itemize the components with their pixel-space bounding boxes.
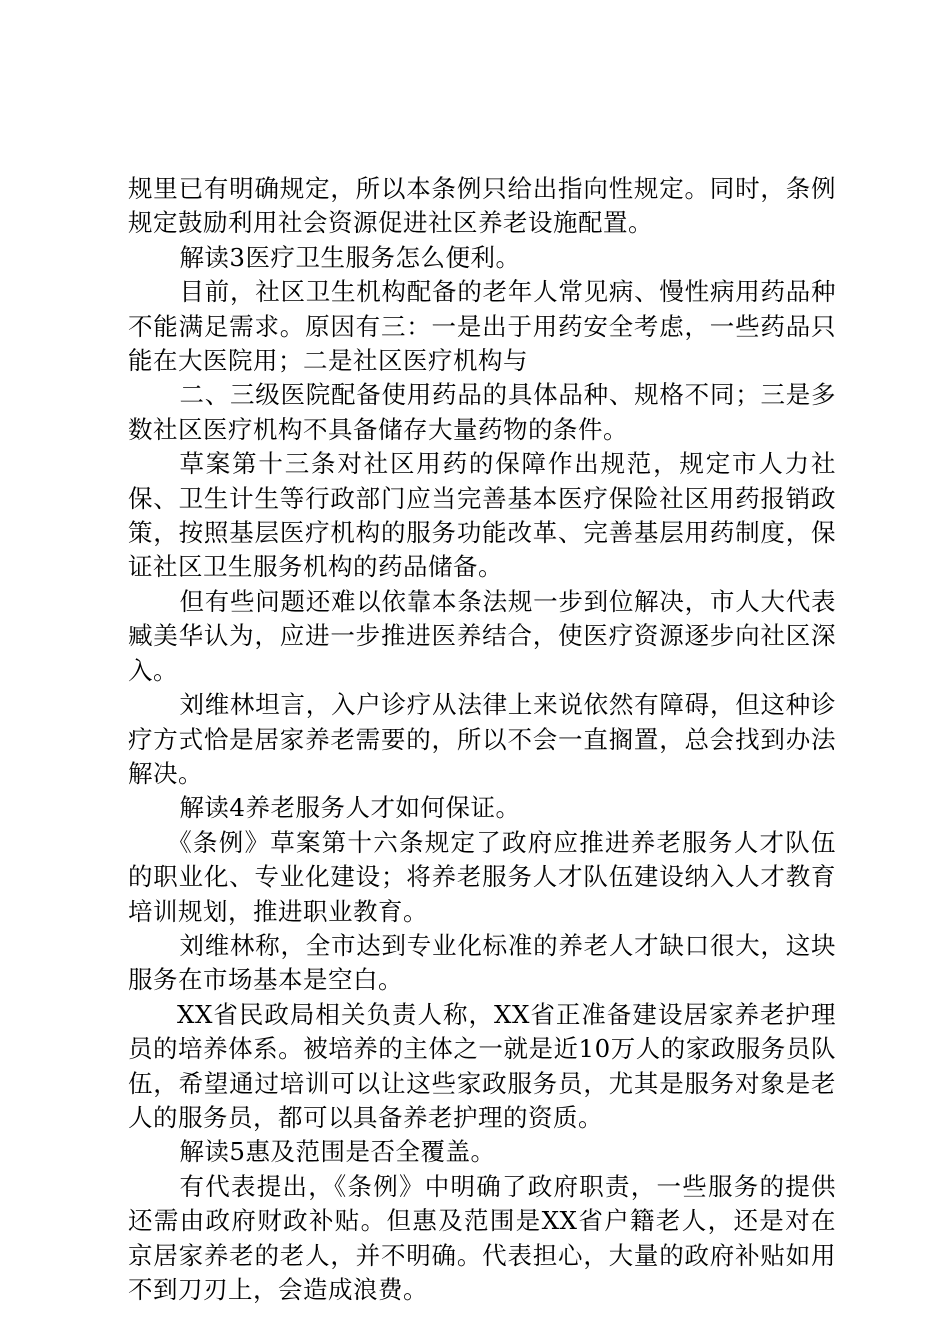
section-heading: 解读4养老服务人才如何保证。 bbox=[179, 793, 521, 823]
document-body bbox=[128, 172, 836, 1307]
paragraph: 草案第十三条对社区用药的保障作出规范，规定市人力社保、卫生计生等行政部门应当完善基本医疗保险社区用药报销政策，按照基层医疗机构的服务功能改革、完善基层用药制度，保证社区卫生服务机构的药品储备。 bbox=[128, 449, 836, 582]
paragraph: 刘维林称，全市达到专业化标准的养老人才缺口很大，这块服务在市场基本是空白。 bbox=[128, 930, 836, 995]
paragraph: 有代表提出，《条例》中明确了政府职责，一些服务的提供还需由政府财政补贴。但惠及范围是XX省户籍老人，还是对在京居家养老的老人，并不明确。代表担心，大量的政府补贴如用不到刀刃上，会造成浪费。 bbox=[128, 1171, 836, 1304]
paragraph: 二、三级医院配备使用药品的具体品种、规格不同；三是多数社区医疗机构不具备储存大量药物的条件。 bbox=[128, 380, 836, 444]
paragraph: 规里已有明确规定，所以本条例只给出指向性规定。同时，条例规定鼓励利用社会资源促进社区养老设施配置。 bbox=[128, 174, 836, 238]
section-heading: 解读5惠及范围是否全覆盖。 bbox=[179, 1137, 496, 1167]
paragraph: 但有些问题还难以依靠本条法规一步到位解决，市人大代表臧美华认为，应进一步推进医养结合，使医疗资源逐步向社区深入。 bbox=[128, 586, 836, 685]
paragraph: 《条例》草案第十六条规定了政府应推进养老服务人才队伍的职业化、专业化建设；将养老服务人才队伍建设纳入人才教育培训规划，推进职业教育。 bbox=[128, 827, 836, 926]
paragraph: XX省民政局相关负责人称，XX省正准备建设居家养老护理员的培养体系。被培养的主体之一就是近10万人的家政服务员队伍，希望通过培训可以让这些家政服务员，尤其是服务对象是老人的服务员，都可以具备养老护理的资质。 bbox=[128, 999, 836, 1132]
section-heading: 解读3医疗卫生服务怎么便利。 bbox=[179, 242, 521, 272]
paragraph: 刘维林坦言，入户诊疗从法律上来说依然有障碍，但这种诊疗方式恰是居家养老需要的，所以不会一直搁置，总会找到办法解决。 bbox=[128, 690, 836, 788]
paragraph: 目前，社区卫生机构配备的老年人常见病、慢性病用药品种不能满足需求。原因有三：一是出于用药安全考虑，一些药品只能在大医院用；二是社区医疗机构与 bbox=[128, 277, 836, 376]
